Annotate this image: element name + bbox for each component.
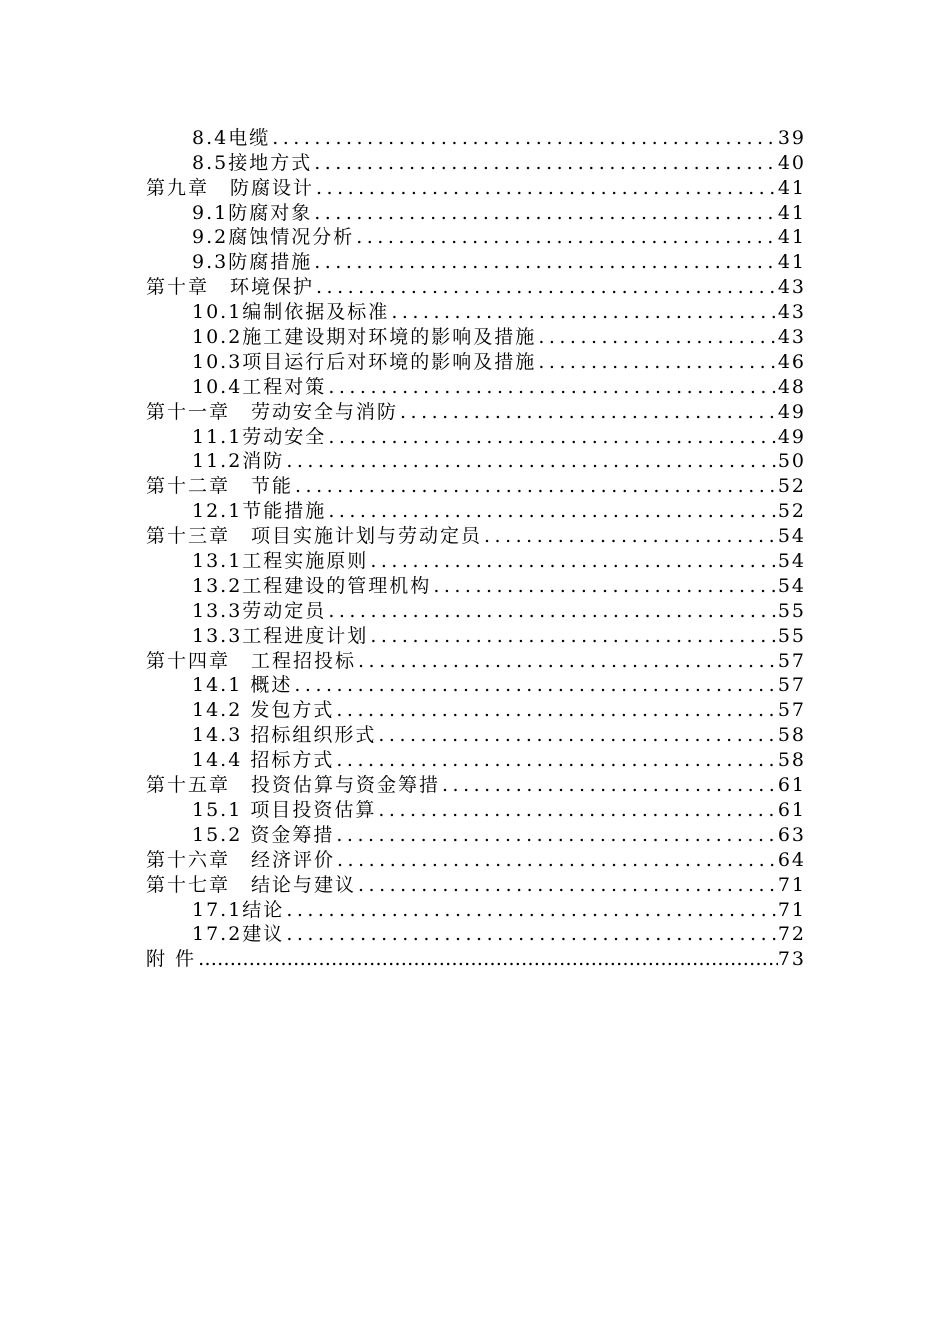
- toc-entry[interactable]: [146, 821, 806, 846]
- toc-entry-page-number: 71: [777, 873, 806, 896]
- toc-entry[interactable]: [146, 921, 806, 946]
- toc-dot-leader: [314, 177, 778, 199]
- toc-dot-leader: [196, 948, 778, 970]
- toc-entry[interactable]: [146, 871, 806, 896]
- toc-entry-title: 第十三章 项目实施计划与劳动定员: [146, 525, 483, 548]
- toc-entry-title: 13.2工程建设的管理机构: [192, 574, 432, 597]
- toc-dot-leader: [482, 525, 778, 547]
- toc-entry[interactable]: [146, 597, 806, 622]
- toc-entry[interactable]: [146, 647, 806, 672]
- toc-dot-leader: [334, 749, 777, 771]
- toc-entry-page-number: 52: [777, 475, 806, 498]
- toc-dot-leader: [326, 600, 778, 622]
- toc-entry-title: 17.1结论: [192, 898, 285, 921]
- toc-entry[interactable]: [146, 547, 806, 572]
- toc-entry-title: 14.1 概述: [192, 674, 293, 697]
- toc-dot-leader: [368, 550, 778, 572]
- toc-entry-title: 11.1劳动安全: [192, 425, 327, 448]
- toc-entry[interactable]: [146, 721, 806, 746]
- toc-entry-title: 第九章 防腐设计: [146, 176, 315, 199]
- toc-entry[interactable]: [146, 672, 806, 697]
- toc-entry-page-number: 50: [777, 450, 806, 473]
- toc-entry-page-number: 57: [777, 649, 806, 672]
- toc-dot-leader: [326, 426, 778, 448]
- toc-entry[interactable]: [146, 771, 806, 796]
- toc-entry-title: 第十章 环境保护: [146, 276, 315, 299]
- toc-entry[interactable]: [146, 124, 806, 149]
- toc-entry-title: 10.3项目运行后对环境的影响及措施: [192, 350, 537, 373]
- toc-entry-title: 12.1节能措施: [192, 500, 327, 523]
- toc-entry-title: 10.2施工建设期对环境的影响及措施: [192, 326, 537, 349]
- toc-dot-leader: [312, 152, 778, 174]
- toc-entry[interactable]: [146, 248, 806, 273]
- toc-entry[interactable]: [146, 323, 806, 348]
- toc-entry-title: 9.1防腐对象: [192, 201, 313, 224]
- toc-dot-leader: [536, 351, 778, 373]
- toc-entry-page-number: 48: [777, 375, 806, 398]
- toc-dot-leader: [389, 301, 778, 323]
- toc-dot-leader: [326, 500, 778, 522]
- table-of-contents: [146, 124, 806, 970]
- toc-dot-leader: [368, 625, 778, 647]
- toc-entry-title: 11.2消防: [192, 450, 285, 473]
- toc-entry-page-number: 41: [777, 176, 806, 199]
- toc-entry-page-number: 61: [777, 774, 806, 797]
- toc-dot-leader: [270, 127, 778, 149]
- toc-entry-page-number: 63: [777, 823, 806, 846]
- toc-entry[interactable]: [146, 896, 806, 921]
- toc-entry-page-number: 61: [777, 798, 806, 821]
- toc-entry-title: 第十七章 结论与建议: [146, 873, 357, 896]
- toc-dot-leader: [292, 674, 777, 696]
- toc-dot-leader: [293, 475, 778, 497]
- toc-entry-title: 15.2 资金筹措: [192, 823, 335, 846]
- toc-dot-leader: [440, 774, 778, 796]
- toc-entry-title: 10.4工程对策: [192, 375, 327, 398]
- toc-entry-title: 第十四章 工程招投标: [146, 649, 357, 672]
- toc-entry-title: 附 件: [146, 948, 197, 971]
- toc-entry[interactable]: [146, 448, 806, 473]
- toc-entry[interactable]: [146, 273, 806, 298]
- toc-entry-title: 8.4电缆: [192, 126, 271, 149]
- toc-dot-leader: [356, 650, 778, 672]
- toc-entry[interactable]: [146, 423, 806, 448]
- toc-entry-page-number: 43: [777, 326, 806, 349]
- toc-entry-title: 第十二章 节能: [146, 475, 294, 498]
- toc-entry-page-number: 57: [777, 674, 806, 697]
- toc-entry-page-number: 71: [777, 898, 806, 921]
- toc-entry-page-number: 40: [777, 151, 806, 174]
- toc-dot-leader: [376, 799, 777, 821]
- toc-entry[interactable]: [146, 472, 806, 497]
- toc-entry-title: 15.1 项目投资估算: [192, 798, 377, 821]
- toc-entry-title: 第十五章 投资估算与资金筹措: [146, 774, 441, 797]
- toc-entry-title: 9.3防腐措施: [192, 251, 313, 274]
- toc-entry[interactable]: [146, 398, 806, 423]
- toc-entry-page-number: 41: [777, 251, 806, 274]
- toc-dot-leader: [398, 401, 778, 423]
- toc-dot-leader: [284, 899, 778, 921]
- toc-entry-title: 17.2建议: [192, 923, 285, 946]
- toc-dot-leader: [431, 575, 778, 597]
- toc-entry-page-number: 41: [777, 226, 806, 249]
- toc-entry-page-number: 73: [777, 948, 806, 971]
- toc-entry-page-number: 57: [777, 699, 806, 722]
- toc-entry-title: 8.5接地方式: [192, 151, 313, 174]
- toc-entry-title: 第十一章 劳动安全与消防: [146, 400, 399, 423]
- toc-entry-page-number: 54: [777, 574, 806, 597]
- toc-entry[interactable]: [146, 149, 806, 174]
- toc-entry[interactable]: [146, 298, 806, 323]
- toc-entry-page-number: 52: [777, 500, 806, 523]
- toc-entry-page-number: 54: [777, 525, 806, 548]
- toc-dot-leader: [356, 874, 778, 896]
- toc-dot-leader: [284, 450, 778, 472]
- toc-entry[interactable]: [146, 572, 806, 597]
- toc-dot-leader: [334, 824, 777, 846]
- toc-dot-leader: [334, 699, 777, 721]
- toc-entry-page-number: 43: [777, 276, 806, 299]
- toc-entry[interactable]: [146, 696, 806, 721]
- toc-entry[interactable]: [146, 224, 806, 249]
- toc-entry-title: 13.1工程实施原则: [192, 550, 369, 573]
- toc-entry[interactable]: [146, 373, 806, 398]
- toc-entry-page-number: 54: [777, 550, 806, 573]
- toc-entry[interactable]: [146, 945, 806, 970]
- toc-entry-page-number: 49: [777, 425, 806, 448]
- toc-dot-leader: [335, 849, 778, 871]
- toc-entry-title: 14.4 招标方式: [192, 749, 335, 772]
- toc-dot-leader: [312, 202, 778, 224]
- toc-entry[interactable]: [146, 796, 806, 821]
- toc-entry-page-number: 58: [777, 749, 806, 772]
- toc-entry-title: 第十六章 经济评价: [146, 848, 336, 871]
- toc-dot-leader: [354, 226, 778, 248]
- toc-entry-title: 10.1编制依据及标准: [192, 301, 390, 324]
- toc-entry-page-number: 49: [777, 400, 806, 423]
- toc-entry-page-number: 55: [777, 599, 806, 622]
- toc-entry-page-number: 43: [777, 301, 806, 324]
- toc-entry-page-number: 46: [777, 350, 806, 373]
- toc-entry-title: 9.2腐蚀情况分析: [192, 226, 355, 249]
- toc-entry[interactable]: [146, 622, 806, 647]
- toc-dot-leader: [284, 923, 778, 945]
- toc-entry-page-number: 64: [777, 848, 806, 871]
- toc-entry-page-number: 58: [777, 724, 806, 747]
- toc-entry[interactable]: [146, 846, 806, 871]
- toc-entry-page-number: 39: [777, 126, 806, 149]
- toc-entry-title: 13.3工程进度计划: [192, 624, 369, 647]
- toc-entry[interactable]: [146, 199, 806, 224]
- toc-dot-leader: [376, 724, 777, 746]
- toc-dot-leader: [312, 251, 778, 273]
- toc-entry-page-number: 55: [777, 624, 806, 647]
- toc-entry[interactable]: [146, 522, 806, 547]
- toc-entry-page-number: 72: [777, 923, 806, 946]
- toc-entry-page-number: 41: [777, 201, 806, 224]
- toc-entry[interactable]: [146, 348, 806, 373]
- toc-entry-title: 14.3 招标组织形式: [192, 724, 377, 747]
- toc-dot-leader: [326, 376, 778, 398]
- toc-entry[interactable]: [146, 746, 806, 771]
- toc-entry-title: 14.2 发包方式: [192, 699, 335, 722]
- toc-entry-title: 13.3劳动定员: [192, 599, 327, 622]
- toc-dot-leader: [314, 276, 778, 298]
- toc-entry[interactable]: [146, 497, 806, 522]
- toc-dot-leader: [536, 326, 778, 348]
- toc-entry[interactable]: [146, 174, 806, 199]
